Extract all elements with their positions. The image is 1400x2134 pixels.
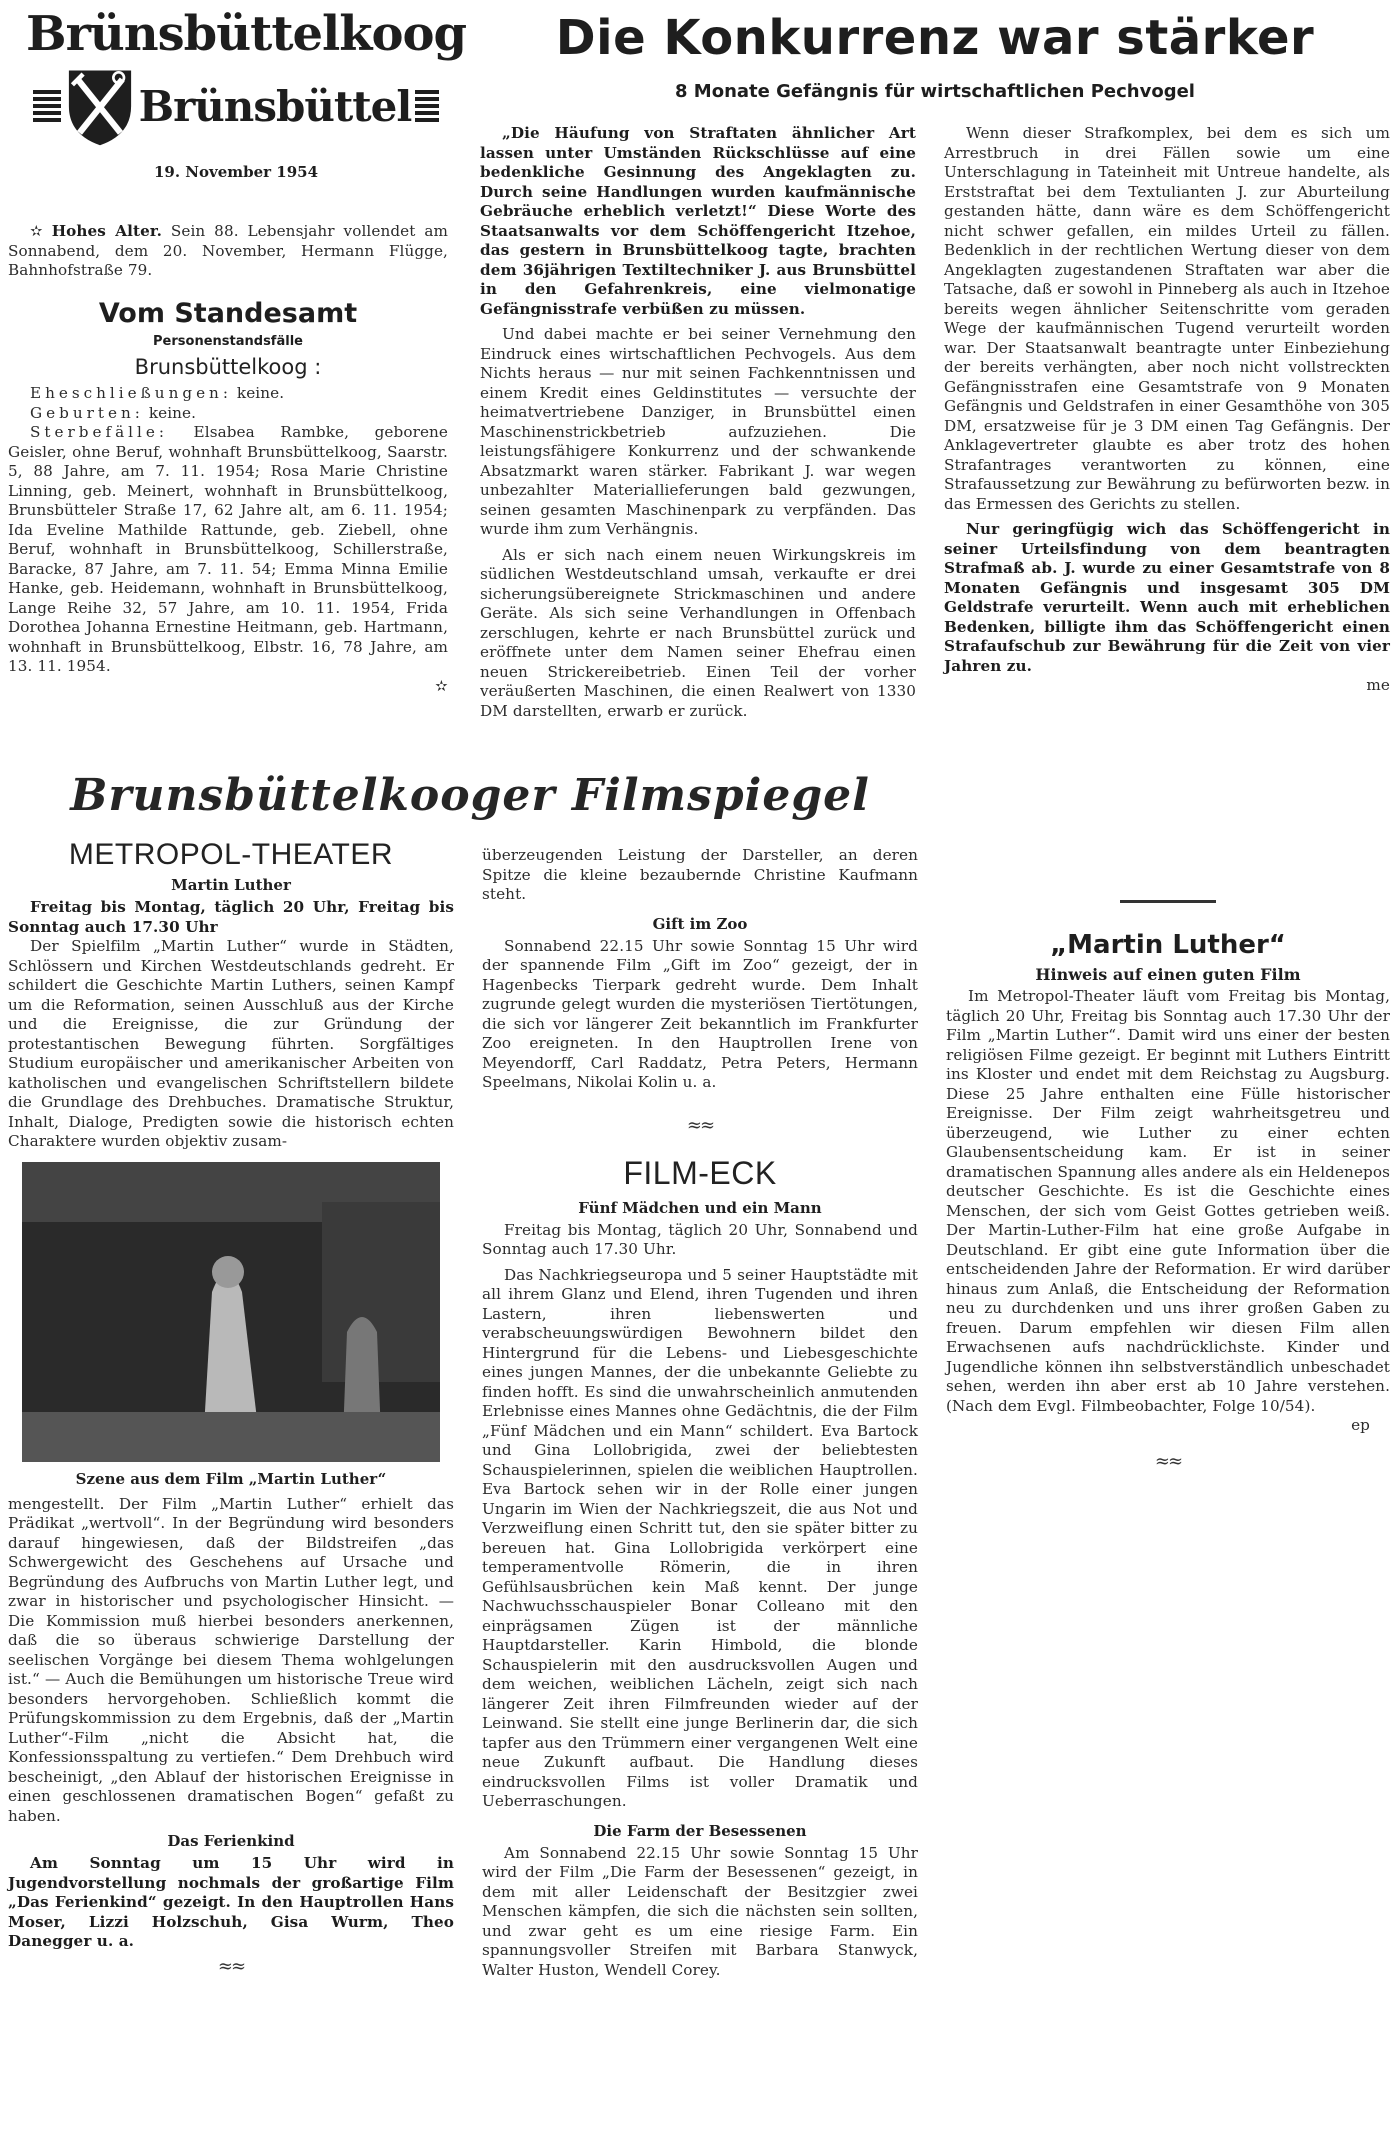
- gift-text: Sonnabend 22.15 Uhr sowie Sonntag 15 Uhr wird der spannende Film „Gift im Zoo“ gezeigt, der in Hagenbecks Tierpark gedreht wurde. Dem Inhalt zugrunde gelegt wurden die mysteriösen Tiertötungen, die sich vor längerer Zeit bekanntlich im Frankfurter Zoo ereigneten. In den Hauptrollen Irene von Meyendorff, Carl Raddatz, Petra Peters, Hermann Speelmans, Nikolai Kolin u. a.: [482, 936, 918, 1091]
- masthead-line1: Brünsbüttelkoog: [26, 6, 467, 62]
- filmeck-theater-title: FILM-ECK: [623, 1154, 777, 1191]
- filmeck-p1: Das Nachkriegseuropa und 5 seiner Hauptstädte mit all ihrem Glanz und Elend, ihren Tugenden und ihren Lastern, ihren liebenswerten und verabscheuungswürdigen Bewohnern bildet den Hintergrund für die Lebens- und Liebesgeschichte eines jungen Mannes, der die unbekannte Geliebte zu finden hofft. Es sind die unwahrscheinlich anmutenden Erlebnisse eines Mannes ohne Gedächtnis, die der Film „Fünf Mädchen und ein Mann“ schildert. Eva Bartock und Gina Lollobrigida, zwei der beliebtesten Schauspielerinnen, spielen die weiblichen Hauptrollen. Eva Bartock sehen wir in der Rolle einer jungen Ungarin im Wien der Nachkriegszeit, die aus Not und Verzweiflung einen Schritt tut, den sie später bitter zu bereuen hat. Gina Lollobrigida verkörpert eine temperamentvolle Römerin, die in ihren Gefühlsausbrüchen kein Maß kennt. Der junge Nachwuchsschauspieler Bonar Colleano mit den einprägsamen Zügen ist der männliche Hauptdarsteller. Karin Himbold, die blonde Schauspielerin mit den ausdrucksvollen Augen und dem weichen, weiblichen Lächeln, zeigt sich nach längerer Zeit ihren Filmfreunden wieder auf der Leinwand. Sie stellt eine junge Berlinerin dar, die sich tapfer aus den Trümmern einer vergangenen Welt eine neue Zukunft aufbaut. Die Handlung dieses eindrucksvollen Films ist voller Dramatik und Ueberraschungen.: [482, 1265, 918, 1810]
- standesamt-subtitle: Personenstandsfälle: [153, 334, 303, 349]
- article-subheadline: 8 Monate Gefängnis für wirtschaftlichen Pechvogel: [675, 81, 1195, 102]
- ferienkind-title: Das Ferienkind: [167, 1832, 295, 1850]
- farm-text: Am Sonnabend 22.15 Uhr sowie Sonntag 15 Uhr wird der Film „Die Farm der Besessenen“ gezeigt, in dem mit aller Leidenschaft der Besitzgier zwei Menschen kämpfen, die sich die nächsten sein sollten, und zwar geht es um eine riesige Farm. Ein spannungsvoller Streifen mit Barbara Stanwyck, Walter Huston, Wendell Corey.: [482, 1843, 918, 1979]
- luther-body: Im Metropol-Theater läuft vom Freitag bis Montag, täglich 20 Uhr, Freitag bis Sonntag auch 17.30 Uhr der Film „Martin Luther“. Damit wird uns einer der besten religiösen Filme gezeigt. Er beginnt mit Luthers Eintritt ins Kloster und endet mit dem Reichstag zu Augsburg. Diese 25 Jahre enthalten eine Fülle historischer Ereignisse. Der Film zeigt wahrheitsgetreu und überzeugend, wie Luther zu einer echten Glaubensentscheidung kam. Er ist in seiner dramatischen Spannung alles andere als ein Heldenepos deutscher Geschichte. Es ist die Geschichte eines Menschen, der sich vom Geist Gottes getrieben weiß. Der Martin-Luther-Film hat eine große Aufgabe in Deutschland. Er gibt eine gute Information über die entscheidenden Jahre der Reformation. Er wird darüber hinaus zum Anlaß, die Entscheidung der Reformation neu zu durchdenken und uns ihrer großen Gaben zu freuen. Darum empfehlen wir diesen Film allen Erwachsenen aufs nachdrücklichste. Kinder und Jugendliche können ihn selbstverständlich unbeschadet sehen, werden ihn aber erst ab 10 Jahre verstehen. (Nach dem Evgl. Filmbeobachter, Folge 10/54).: [946, 987, 1390, 1415]
- filmeck-times: Freitag bis Montag, täglich 20 Uhr, Sonnabend und Sonntag auch 17.30 Uhr.: [482, 1220, 918, 1258]
- luther-signature: ep: [1351, 1416, 1370, 1434]
- notice-hohes-alter: [8, 222, 448, 281]
- sterbe-label: Sterbefälle:: [30, 423, 168, 441]
- masthead: [26, 6, 467, 182]
- article-p3: Wenn dieser Strafkomplex, bei dem es sich um Arrestbruch in drei Fällen sowie um eine Unterschlagung in Tateinheit mit Untreue handelte, als Erststraftat bei dem Textulianten J. zur Aburteilung gestanden hätte, dann wäre es dem Schöffengericht nicht schwer gefallen, ein mildes Urteil zu fällen. Bedenklich in der rechtlichen Wertung dieser von dem Angeklagten zugestandenen Straftaten war aber die Tatsache, daß er sowohl in Pinneberg als auch in Itzehoe bereits wegen ähnlicher Seitenschritte vom geraden Wege der kaufmännischen Tugend verurteilt worden war. Der Staatsanwalt beantragte unter Einbeziehung der bereits verhängten, aber noch nicht vollstreckten Gefängnisstrafen eine Gesamtstrafe von 9 Monaten Gefängnis und Geldstrafen in einer Gesamthöhe von 305 DM, ersatzweise für je 3 DM einen Tag Gefängnis. Der Anklagevertreter glaubte es aber trotz des hohen Strafantrages verantworten zu können, eine Strafaussetzung zur Bewährung zu befürworten bezw. in das Ermessen des Gerichts zu stellen.: [944, 124, 1390, 513]
- metropol-p1: Der Spielfilm „Martin Luther“ wurde in Städten, Schlössern und Kirchen Westdeutschlands gedreht. Er schildert die Geschichte Martin Luthers, seinen Kampf um die Reformation, seinen Ausschluß aus der Kirche und die Ereignisse, die zur Gründung der protestantischen Bewegung führten. Sorgfältiges Studium europäischer und amerikanischer Arbeiten von katholischen und evangelischen Schriftstellern bildete die Grundlage des Drehbuches. Dramatische Struktur, Inhalt, Dialoge, Predigten sowie die historisch echten Charaktere wurden objektiv zusam-: [8, 937, 454, 1150]
- article-p4-text: Nur geringfügig wich das Schöffengericht in seiner Urteilsfindung von dem beantragten Strafmaß ab. J. wurde zu einer Gesamtstrafe von 8 Monaten Gefängnis und insgesamt 305 DM Geldstrafe verurteilt. Wenn auch mit erheblichen Bedenken, billigte ihm das Schöffengericht einen Strafaufschub zur Bewährung für die Zeit von vier Jahren zu.: [944, 520, 1390, 675]
- standesamt-section: [8, 298, 448, 696]
- masthead-line2-row: [26, 67, 446, 147]
- article-p2: Als er sich nach einem neuen Wirkungskreis im südlichen Westdeutschland umsah, verkaufte er drei sicherungsübereignete Strickmaschinen und andere Geräte. Als sich seine Verhandlungen in Offenbach zerschlugen, kehrte er nach Brunsbüttel zurück und eröffnete unter dem Namen seiner Ehefrau einen neuen Strickereibetrieb. Einen Teil der vorher veräußerten Maschinen, die einen Realwert von 1330 DM darstellten, erwarb er zurück.: [480, 545, 916, 720]
- standesamt-place: Brunsbüttelkoog :: [134, 355, 322, 379]
- ferienkind-text: Am Sonntag um 15 Uhr wird in Jugendvorstellung nochmals der großartige Film „Das Ferienkind“ gezeigt. In den Hauptrollen Hans Moser, Lizzi Holzschuh, Gisa Wurm, Theo Danegger u. a.: [8, 1854, 454, 1950]
- masthead-line2: Brünsbüttel: [138, 81, 412, 131]
- metropol-theater-title: METROPOL-THEATER: [68, 838, 394, 871]
- end-star-icon: ✫: [435, 676, 448, 695]
- metropol-times: Freitag bis Montag, täglich 20 Uhr, Freitag bis Sonntag auch 17.30 Uhr: [8, 898, 454, 936]
- article-p1: Und dabei machte er bei seiner Vernehmung den Eindruck eines wirtschaftlichen Pechvogels. Aus dem Nichts heraus — nur mit seinen Fachkenntnissen und einem Kredit eines Geldinstitutes — versuchte der heimatvertriebene Danziger, in Brunsbüttel einen Maschinenstrickbetrieb aufzuziehen. Die leistungsfähigere Konkurrenz und der schwankende Absatzmarkt waren stärker. Fabrikant J. war wegen unbezahlter Materiallieferungen bald gezwungen, seinen gesamten Maschinenpark zu verpfänden. Das wurde ihm zum Verhängnis.: [480, 325, 916, 538]
- metropol-section: [8, 838, 454, 1976]
- article-signature: me: [1366, 676, 1390, 694]
- article-p4: [944, 520, 1390, 676]
- notice-text: Sein 88. Lebensjahr vollendet am Sonnabend, dem 20. November, Hermann Flügge, Bahnhofstraße 79.: [8, 222, 448, 279]
- farm-title: Die Farm der Besessenen: [593, 1821, 807, 1840]
- metropol-film-title: Martin Luther: [171, 876, 291, 894]
- star-icon: ✫: [30, 222, 43, 240]
- photo-caption: Szene aus dem Film „Martin Luther“: [75, 1469, 387, 1488]
- notice-lead: Hohes Alter.: [51, 222, 162, 240]
- filmeck-film-title: Fünf Mädchen und ein Mann: [578, 1198, 822, 1217]
- section-divider: [1120, 900, 1216, 903]
- wave-divider: ≈≈: [1154, 1451, 1182, 1472]
- geburten-label: Geburten:: [30, 403, 144, 422]
- issue-date: 19. November 1954: [153, 162, 319, 181]
- luther-title: „Martin Luther“: [1050, 930, 1286, 960]
- banner-right-icon: [415, 90, 439, 124]
- article-col-1: [480, 124, 916, 721]
- sterbe-text: Elsabea Rambke, geborene Geisler, ohne Beruf, wohnhaft Brunsbüttelkoog, Saarstr. 5, 88 Jahre, am 7. 11. 1954; Rosa Marie Christine Linning, geb. Meinert, wohnhaft in Brunsbüttelkoog, Brunsbütteler Straße 17, 62 Jahre alt, am 6. 11. 1954; Ida Eveline Mathilde Rattunde, geb. Ziebell, ohne Beruf, wohnhaft in Brunsbüttelkoog, Schillerstraße, Baracke, 87 Jahre, am 7. 11. 54; Emma Minna Emilie Hanke, geb. Heidemann, wohnhaft in Brunsbüttelkoog, Lange Reihe 32, 57 Jahre, am 10. 11. 1954, Frida Dorothea Johanna Ernestine Heitmann, geb. Hartmann, wohnhaft in Brunsbüttelkoog, Elbstr. 16, 78 Jahre, am 13. 11. 1954.: [8, 423, 449, 675]
- standesamt-title: Vom Standesamt: [98, 298, 358, 329]
- filmspiegel-title: Brunsbüttelkooger Filmspiegel: [70, 770, 870, 821]
- film-scene-photo: [22, 1162, 440, 1462]
- article-col-2: [944, 124, 1390, 695]
- ehe-label: Eheschließungen:: [30, 384, 232, 402]
- gift-title: Gift im Zoo: [652, 914, 748, 933]
- wave-divider: ≈≈: [686, 1114, 714, 1136]
- article-headline: Die Konkurrenz war stärker: [555, 10, 1315, 66]
- luther-text: [946, 987, 1390, 1416]
- film-scene-image: [22, 1162, 440, 1462]
- luther-hinweis-section: [946, 900, 1390, 1471]
- geburten-value: keine.: [148, 403, 197, 422]
- film-col-2: [482, 846, 918, 1980]
- luther-subtitle: Hinweis auf einen guten Film: [1035, 965, 1301, 984]
- article-lead: „Die Häufung von Straftaten ähnlicher Art lassen unter Umständen Rückschlüsse auf eine bedenkliche Gesinnung des Angeklagten zu. Durch seine Handlungen wurden kaufmännische Gebräuche erheblich verletzt!“ Diese Worte des Staatsanwalts vor dem Schöffengericht Itzehoe, das gestern in Brunsbüttelkoog tagte, brachten dem 36jährigen Textiltechniker J. aus Brunsbüttel in den Gefahrenkreis, eine vielmonatige Gefängnisstrafe verbüßen zu müssen.: [480, 124, 916, 318]
- wave-divider: ≈≈: [217, 1955, 245, 1977]
- banner-left-icon: [33, 90, 61, 124]
- metropol-p2: mengestellt. Der Film „Martin Luther“ erhielt das Prädikat „wertvoll“. In der Begründung wird besonders darauf hingewiesen, daß der Bildstreifen „das Schwergewicht des Geschehens auf Ursache und Begründung des Aufbruchs von Martin Luther legt, und zwar in historischer und psychologischer Hinsicht. — Die Kommission muß hierbei besonders anerkennen, daß die so überaus schwierige Darstellung der seelischen Vorgänge bei diesem Thema wohlgelungen ist.“ — Auch die Bemühungen um historische Treue wird besonders hervorgehoben. Schließlich kommt die Prüfungskommission zu dem Ergebnis, daß der „Martin Luther“-Film „nicht die Absicht hat, die Konfessionsspaltung zu vertiefen.“ Dem Drehbuch wird bescheinigt, „den Ablauf der historischen Ereignisse in einen geschlossenen dramatischen Bogen“ gefaßt zu haben.: [8, 1494, 454, 1825]
- coat-of-arms-icon: [65, 67, 135, 147]
- ferienkind-continued: überzeugenden Leistung der Darsteller, an deren Spitze die kleine bezaubernde Christine Kaufmann steht.: [482, 846, 918, 903]
- ehe-value: keine.: [236, 384, 285, 402]
